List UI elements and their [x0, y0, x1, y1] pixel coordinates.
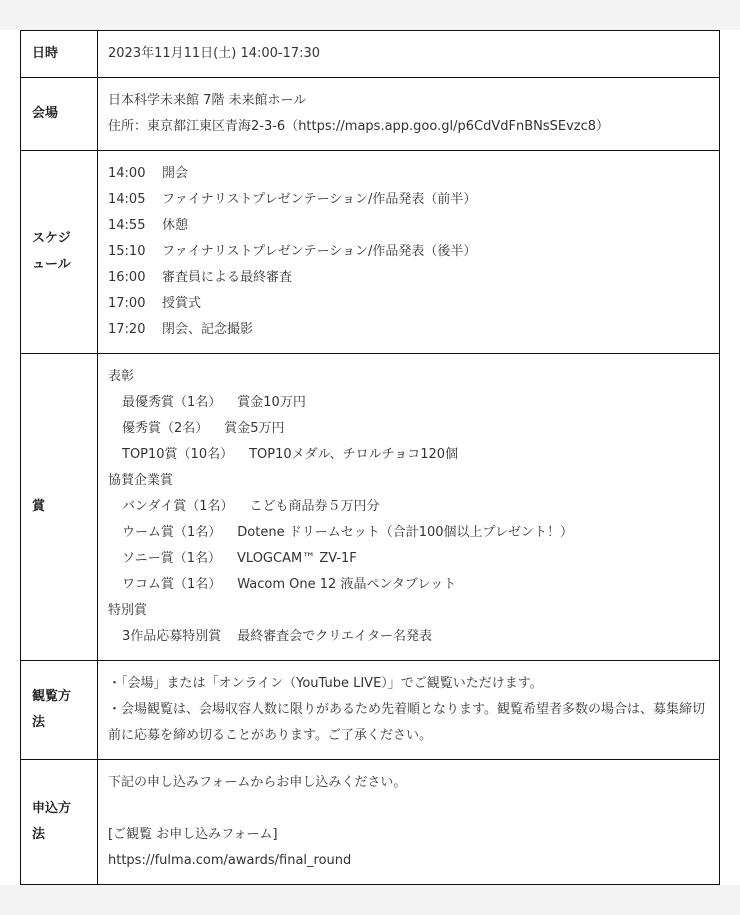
schedule-time: 17:20	[108, 322, 146, 337]
schedule-item	[108, 161, 709, 187]
venue-address: 住所：東京都江東区青海2-3-6（https://maps.app.goo.gl/p6CdVdFnBNsSEvzc8）	[108, 119, 610, 134]
schedule-time: 17:00	[108, 296, 146, 311]
award-name: TOP10賞（10名）	[122, 447, 234, 462]
schedule-time: 14:55	[108, 218, 146, 233]
schedule-event: 閉会、記念撮影	[162, 322, 254, 337]
schedule-event: 授賞式	[162, 296, 202, 311]
row-datetime-content	[98, 31, 720, 78]
datetime-label: 日時	[32, 46, 59, 61]
venue-label: 会場	[32, 106, 59, 121]
info-sheet	[0, 30, 740, 885]
schedule-event: 開会	[162, 166, 189, 181]
apply-form-label: [ご観覧 お申し込みフォーム]	[108, 827, 278, 842]
row-viewing-header	[21, 661, 98, 760]
viewing-line: ・「会場」または「オンライン（YouTube LIVE）」でご観覧いただけます。	[108, 676, 543, 691]
apply-spacer	[108, 796, 709, 822]
award-prize: Wacom One 12 液晶ペンタブレット	[237, 577, 457, 592]
schedule-label: スケジュール	[32, 231, 71, 272]
row-schedule	[21, 151, 720, 354]
row-awards-header	[21, 354, 98, 661]
datetime-value: 2023年11月11日(土) 14:00-17:30	[108, 46, 321, 61]
viewing-line: ・会場観覧は、会場収容人数に限りがあるため先着順となります。観覧希望者多数の場合は、募集締切前に応募を締め切ることがあります。ご了承ください。	[108, 702, 705, 743]
event-info-table	[20, 30, 720, 885]
row-schedule-content	[98, 151, 720, 354]
schedule-time: 14:00	[108, 166, 146, 181]
awards-label: 賞	[32, 499, 46, 514]
apply-label: 申込方法	[32, 801, 72, 842]
award-group-title: 表彰	[108, 369, 135, 384]
row-datetime-header	[21, 31, 98, 78]
schedule-item	[108, 213, 709, 239]
apply-intro: 下記の申し込みフォームからお申し込みください。	[108, 775, 407, 790]
row-awards	[21, 354, 720, 661]
award-item	[108, 572, 709, 598]
award-item	[108, 442, 709, 468]
row-viewing	[21, 661, 720, 760]
row-schedule-header	[21, 151, 98, 354]
row-viewing-content	[98, 661, 720, 760]
award-name: バンダイ賞（1名）	[122, 499, 234, 514]
award-item	[108, 494, 709, 520]
award-name: 3作品応募特別賞	[122, 629, 222, 644]
award-prize: こども商品券５万円分	[249, 499, 380, 514]
award-group-title: 協賛企業賞	[108, 473, 174, 488]
schedule-item	[108, 187, 709, 213]
award-prize: 賞金10万円	[237, 395, 306, 410]
schedule-time: 15:10	[108, 244, 146, 259]
award-name: 優秀賞（2名）	[122, 421, 209, 436]
row-apply	[21, 760, 720, 885]
row-venue-content	[98, 78, 720, 151]
row-venue-header	[21, 78, 98, 151]
venue-name: 日本科学未来館 7階 未来館ホール	[108, 93, 307, 108]
viewing-label: 観覧方法	[32, 689, 72, 730]
schedule-event: ファイナリストプレゼンテーション/作品発表（前半）	[162, 192, 477, 207]
award-prize: VLOGCAM™ ZV-1F	[237, 551, 357, 566]
award-group-title: 特別賞	[108, 603, 148, 618]
row-datetime	[21, 31, 720, 78]
award-name: ウーム賞（1名）	[122, 525, 222, 540]
schedule-item	[108, 265, 709, 291]
schedule-event: 審査員による最終審査	[162, 270, 293, 285]
award-name: 最優秀賞（1名）	[122, 395, 222, 410]
schedule-time: 14:05	[108, 192, 146, 207]
schedule-time: 16:00	[108, 270, 146, 285]
schedule-item	[108, 239, 709, 265]
schedule-item	[108, 291, 709, 317]
award-item	[108, 624, 709, 650]
award-prize: TOP10メダル、チロルチョコ120個	[249, 447, 459, 462]
row-apply-header	[21, 760, 98, 885]
award-item	[108, 520, 709, 546]
award-prize: 最終審査会でクリエイター名発表	[237, 629, 433, 644]
row-apply-content	[98, 760, 720, 885]
schedule-item	[108, 317, 709, 343]
award-name: ソニー賞（1名）	[122, 551, 222, 566]
apply-form-url[interactable]: https://fulma.com/awards/final_round	[108, 853, 352, 868]
award-item	[108, 416, 709, 442]
row-awards-content	[98, 354, 720, 661]
schedule-event: ファイナリストプレゼンテーション/作品発表（後半）	[162, 244, 477, 259]
award-item	[108, 390, 709, 416]
award-prize: Dotene ドリームセット（合計100個以上プレゼント！）	[237, 525, 574, 540]
award-prize: 賞金5万円	[224, 421, 285, 436]
award-item	[108, 546, 709, 572]
award-name: ワコム賞（1名）	[122, 577, 222, 592]
row-venue	[21, 78, 720, 151]
schedule-event: 休憩	[162, 218, 189, 233]
